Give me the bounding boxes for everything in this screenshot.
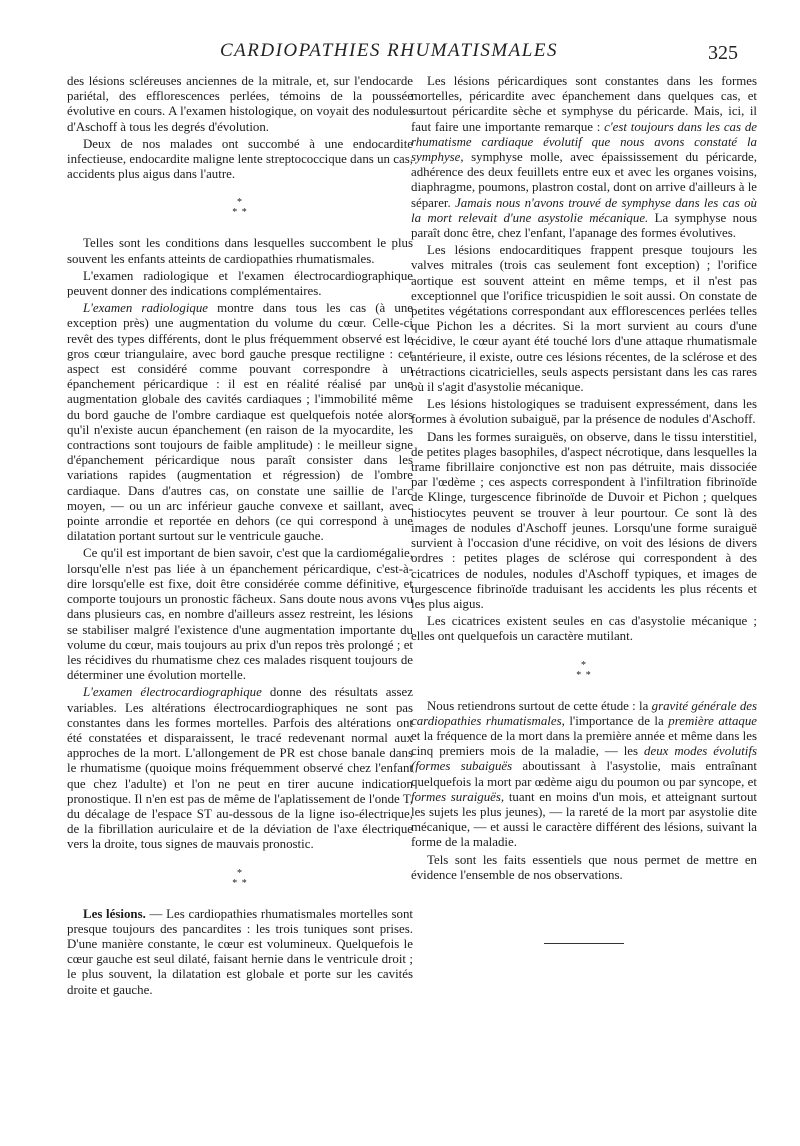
paragraph-text: Nous retiendrons surtout de cette étude : la: [427, 698, 652, 713]
paragraph: [411, 74, 757, 241]
paragraph-text: — Les cardiopathies rhumatismales mortelles sont presque toujours des pancardites : les trois tuniques sont prises. D'une manière constante, le cœur est volumineux. Quelquefois le cœur gauche est seul dilaté, faisant hernie dans le ventricule droit ; le plus souvent, la dilatation est globale et porte sur les cavités droite et gauche.: [67, 906, 413, 997]
paragraph-text: l'importance de la: [564, 713, 669, 728]
paragraph: des lésions scléreuses anciennes de la mitrale, et, sur l'endocarde pariétal, des efflorescences perlées, témoins de la poussée évolutive en cours. A l'examen histologique, on voyait des nodules d'Aschoff à tous les degrés d'évolution.: [67, 74, 413, 134]
left-column: [67, 74, 413, 1000]
paragraph: Les lésions histologiques se traduisent expressément, dans les formes à évolution subaiguë, par la présence de nodules d'Aschoff.: [411, 397, 757, 427]
italic-phrase: formes suraiguës,: [411, 789, 505, 804]
paragraph: [411, 699, 757, 851]
asterism-bottom: * *: [576, 669, 592, 681]
paragraph: Dans les formes suraiguës, on observe, dans le tissu interstitiel, de petites plages basophiles, d'aspect nécrotique, dans lesquelles la trame fibrillaire conjonctive est non pas détruite, mais dissociée par l'œdème ; ces aspects correspondent à l'infiltration fibrinoïde de Klinge, turgescence fibrinoïde de Duvoir et Pichon ; quelques histiocytes peuvent se trouver à leur pourtour. Ce sont là des images de nodules d'Aschoff jeunes. Lorsqu'une forme suraiguë survient à l'occasion d'une récidive, on voit des lésions de divers ordres : petites plages de sclérose qui correspondent à des cicatrices de nodules, nodules d'Aschoff typiques, et images de turgescence fibrinoïde traduisant les accidents les plus récents et les plus aigus.: [411, 429, 757, 611]
paragraph-text: et la fréquence de la mort dans la première année et même dans les cinq premiers mois de la maladie, — les: [411, 728, 757, 759]
paragraph: Telles sont les conditions dans lesquelles succombent le plus souvent les enfants atteints de cardiopathies rhumatismales.: [67, 236, 413, 266]
italic-phrase: gravité générale des cardiopathies rhumatismales,: [411, 698, 757, 728]
paragraph-text: aboutissant à l'asystolie, mais entraînant quelquefois la mort par œdème aigu du poumon ou par syncope, et: [411, 759, 757, 789]
italic-phrase: deux modes évolutifs (formes subaiguës: [411, 744, 757, 774]
paragraph: Tels sont les faits essentiels que nous permet de mettre en évidence l'ensemble de nos observations.: [411, 852, 757, 882]
italic-phrase: c'est toujours dans les cas de rhumatisme cardiaque évolutif que nous avons constaté la symphyse,: [411, 119, 757, 165]
paragraph-text: tuant en moins d'un mois, et atteignant surtout les sujets les plus jeunes), — la rareté de la mort par asystolie dite mécanique, — et aussi le caractère différent des lésions, suivant la forme de la maladie.: [411, 789, 757, 850]
paragraph: Les cicatrices existent seules en cas d'asystolie mécanique ; elles ont quelquefois un caractère mutilant.: [411, 614, 757, 644]
paragraph: Deux de nos malades ont succombé à une endocardite infectieuse, endocardite maligne lente streptococcique dans un cas, accidents plus aigus dans l'autre.: [67, 136, 413, 182]
italic-term: L'examen électrocardiographique: [83, 685, 262, 700]
paragraph: L'examen radiologique et l'examen électrocardiographique peuvent donner des indications complémentaires.: [67, 268, 413, 299]
running-head: CARDIOPATHIES RHUMATISMALES: [220, 40, 558, 61]
italic-phrase: première attaque: [668, 713, 758, 728]
asterism-top: *: [581, 659, 587, 671]
section-asterism: [411, 661, 757, 681]
end-rule: [544, 943, 624, 944]
paragraph: Les lésions endocarditiques frappent presque toujours les valves mitrales (trois cas seulement font exception) ; l'orifice aortique est souvent atteint en même temps, et il n'est pas exceptionnel que l'orifice tricuspidien le soit aussi. On constate de petites végétations correspondant aux efflorescences perlées telles que Pichon les a décrites. Si la mort survient au cours d'une récidive, le cœur ayant été touché lors d'une attaque rhumatismale antérieure, il existe, outre ces lésions récentes, de la sclérose et des rétractions cicatricielles, seuls aspects persistant dans les cas rares où il s'agit d'asystolie mécanique.: [411, 243, 757, 395]
paragraph: [67, 685, 413, 852]
asterism-top: *: [237, 867, 243, 879]
right-column: [411, 74, 757, 944]
asterism-top: *: [237, 197, 243, 209]
paragraph-text: La symphyse nous paraît donc être, chez l'enfant, l'apanage des formes évolutives.: [411, 210, 757, 241]
paragraph-text: montre dans tous les cas (à une exception près) une augmentation du volume du cœur. Celle-ci revêt des types différents, dont le plus fréquemment observé est le gros cœur triangulaire, avec bord gauche presque rectiligne : cet aspect est considéré comme pouvant correspondre à un épanchement péricardique : il est en réalité réalisé par une augmentation globale des cavités cardiaques ; l'immobilité même du bord gauche de l'ombre cardiaque est quelquefois notée alors qu'il n'existe aucun épanchement (en raison de la myocardite, les contractions sont toujours de faible amplitude) : le meilleur signe d'épanchement péricardique nous paraît consister dans les variations rapides (augmentation et régression) de l'ombre cardiaque. Dans d'autres cas, on constate une saillie de l'arc moyen, — ou un arc inférieur gauche convexe et saillant, avec pointe arrondie et reportée en dehors (ce qui correspond à une dilatation portant surtout sur le ventricule gauche.: [67, 301, 413, 544]
asterism-bottom: * *: [232, 877, 248, 889]
paragraph-text: donne des résultats assez variables. Les altérations électrocardiographiques ne sont pas constantes dans les formes mortelles. Parfois des altérations ont été constatées et disparaissent, le tracé redevenant normal aux approches de la mort. L'allongement de PR est chose banale dans le rhumatisme (quoique moins fréquemment observé chez l'enfant que chez l'adulte) et l'on ne peut en tirer aucune indication pronostique. Il n'en est pas de même de l'aplatissement de l'onde T, du décalage de l'espace ST au-dessous de la ligne iso-électrique, de la fibrillation auriculaire et de la déviation de l'axe électrique vers la droite, tous signes de mauvais pronostic.: [67, 685, 414, 852]
page-header: [0, 40, 800, 66]
italic-term: L'examen radiologique: [83, 301, 209, 316]
paragraph-text: Les lésions péricardiques sont constantes dans les formes mortelles, péricardite avec épanchement dans quelques cas, et surtout péricardite sèche et symphyse du péricarde. Mais, ici, il faut faire une importante remarque :: [411, 74, 757, 134]
section-asterism: [67, 198, 413, 218]
asterism-bottom: * *: [232, 207, 248, 219]
paragraph: [67, 301, 413, 544]
page-number: 325: [708, 42, 738, 64]
paragraph-text: symphyse molle, avec épaississement du péricarde, adhérence des deux feuillets entre eux et avec les organes voisins, diaphragme, poumons, plastron costal, dont on arrive d'ailleurs à le séparer.: [411, 150, 757, 210]
paragraph: Ce qu'il est important de bien savoir, c'est que la cardiomégalie, lorsqu'elle n'est pas liée à un épanchement péricardique, c'est-à-dire lorsqu'elle est fixe, doit être considérée comme définitive, et comporte toujours un pronostic fâcheux. Sans doute nous avons vu dans plusieurs cas, en nombre d'ailleurs assez restreint, les lésions se stabiliser malgré l'existence d'une augmentation importante du volume du cœur, mais toujours au prix d'un repos très prolongé ; et les récidives du rhumatisme chez ces malades risquent toujours de déterminer une évolution mortelle.: [67, 546, 413, 683]
section-asterism: [67, 869, 413, 889]
italic-phrase: Jamais nous n'avons trouvé de symphyse dans les cas où la mort relevait d'une asystolie mécanique.: [411, 195, 757, 225]
paragraph: [67, 907, 413, 998]
section-heading: Les lésions.: [83, 906, 146, 921]
